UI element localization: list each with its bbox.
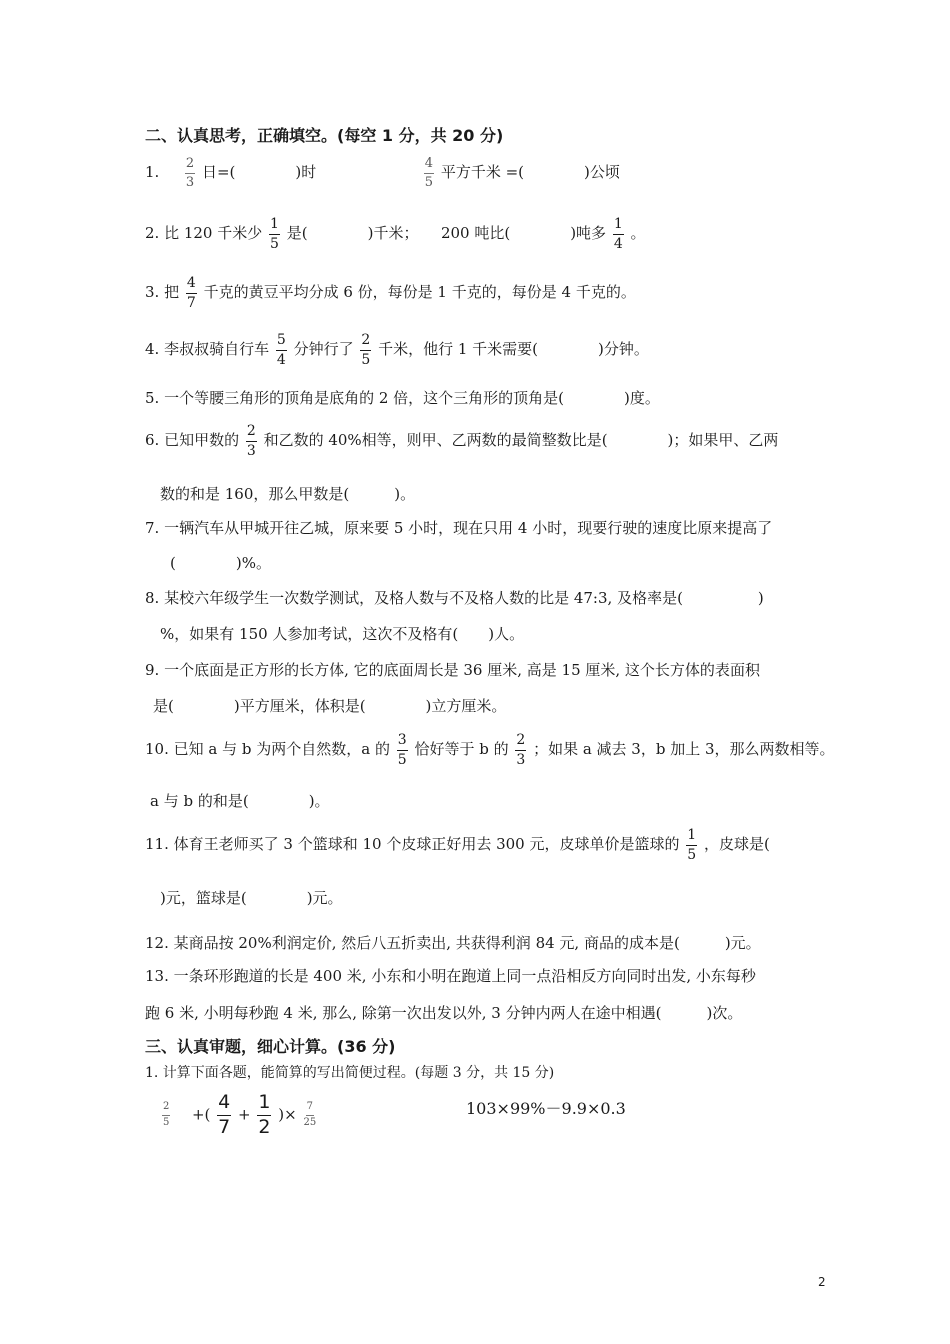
question-10 xyxy=(145,733,835,767)
fraction: $\frac{7}{25}$ xyxy=(303,1101,317,1128)
calc-expression-2: 103×99%－9.9×0.3 xyxy=(466,1099,626,1118)
question-text: 千克的黄豆平均分成 6 份，每份是 1 千克的，每份是 4 千克的。 xyxy=(203,283,636,302)
question-6-continued: 数的和是 160，那么甲数是( )。 xyxy=(160,485,416,503)
operator: + xyxy=(238,1105,251,1124)
operator: )× xyxy=(278,1105,297,1124)
page-number: 2 xyxy=(818,1275,826,1289)
question-7-continued: ( )%。 xyxy=(170,554,271,572)
calc-instructions: 1. 计算下面各题，能简算的写出简便过程。(每题 3 分，共 15 分) xyxy=(145,1065,555,1081)
question-number: 1. xyxy=(145,163,160,182)
fraction: $\frac{2}{3}$ xyxy=(185,156,195,190)
question-2 xyxy=(145,217,646,251)
question-text: 10. 已知 a 与 b 为两个自然数，a 的 xyxy=(145,740,390,759)
calc-expression-1 xyxy=(160,1093,318,1138)
question-9: 9. 一个底面是正方形的长方体, 它的底面周长是 36 厘米, 高是 15 厘米, 这个长方体的表面积 xyxy=(145,661,760,679)
question-text: 日=( )时 xyxy=(201,163,317,182)
question-4 xyxy=(145,333,649,367)
fraction: $\frac{1}{4}$ xyxy=(613,216,623,252)
question-6 xyxy=(145,424,778,458)
question-1 xyxy=(145,157,620,189)
fraction: $\frac{2}{5}$ xyxy=(163,1101,170,1128)
question-text: 和乙数的 40%相等，则甲、乙两数的最简整数比是( )；如果甲、乙两 xyxy=(263,431,779,450)
fraction: $\frac{2}{3}$ xyxy=(516,732,526,768)
fraction: $\frac{5}{4}$ xyxy=(276,332,286,368)
question-text: 平方千米 =( )公顷 xyxy=(440,163,620,182)
question-text: 2. 比 120 千米少 xyxy=(145,224,263,243)
question-text: 4. 李叔叔骑自行车 xyxy=(145,340,270,359)
section-2-heading: 二、认真思考，正确填空。(每空 1 分，共 20 分) xyxy=(145,126,504,145)
question-3 xyxy=(145,276,636,310)
section-3-heading: 三、认真审题，细心计算。(36 分) xyxy=(145,1037,396,1056)
question-12: 12. 某商品按 20%利润定价, 然后八五折卖出, 共获得利润 84 元, 商品的成本是( )元。 xyxy=(145,934,761,952)
fraction: $\frac{1}{2}$ xyxy=(258,1091,271,1138)
fraction: $\frac{2}{3}$ xyxy=(246,423,256,459)
fraction: $\frac{1}{5}$ xyxy=(270,216,279,252)
question-11 xyxy=(145,828,770,862)
question-text: 11. 体育王老师买了 3 个篮球和 10 个皮球正好用去 300 元，皮球单价是篮球的 xyxy=(145,835,680,854)
question-11-continued: )元，篮球是( )元。 xyxy=(160,889,343,907)
question-text: 恰好等于 b 的 xyxy=(414,740,509,759)
fraction: $\frac{4}{7}$ xyxy=(186,275,196,311)
question-text: 分钟行了 xyxy=(293,340,354,359)
question-text: 千米，他行 1 千米需要( )分钟。 xyxy=(378,340,649,359)
question-9-continued: 是( )平方厘米，体积是( )立方厘米。 xyxy=(153,697,507,715)
question-text: 6. 已知甲数的 xyxy=(145,431,240,450)
question-text: 3. 把 xyxy=(145,283,180,302)
question-8-continued: %，如果有 150 人参加考试，这次不及格有( )人。 xyxy=(160,625,525,643)
question-10-continued: a 与 b 的和是( )。 xyxy=(150,792,330,810)
operator: +( xyxy=(191,1105,211,1124)
fraction: $\frac{1}{5}$ xyxy=(687,827,697,863)
question-text: 。 xyxy=(630,224,646,243)
question-5: 5. 一个等腰三角形的顶角是底角的 2 倍，这个三角形的顶角是( )度。 xyxy=(145,389,660,407)
question-13: 13. 一条环形跑道的长是 400 米, 小东和小明在跑道上同一点沿相反方向同时出发, 小东每秒 xyxy=(145,967,756,985)
question-text: ，皮球是( xyxy=(703,835,770,854)
question-8: 8. 某校六年级学生一次数学测试，及格人数与不及格人数的比是 47:3, 及格率是( ) xyxy=(145,589,764,607)
fraction: $\frac{4}{5}$ xyxy=(424,156,434,190)
question-13-continued: 跑 6 米, 小明每秒跑 4 米, 那么, 除第一次出发以外, 3 分钟内两人在途中相遇( )次。 xyxy=(145,1004,743,1022)
fraction: $\frac{2}{5}$ xyxy=(361,332,371,368)
fraction: $\frac{3}{5}$ xyxy=(397,732,407,768)
question-text: 是( )千米； 200 吨比( )吨多 xyxy=(286,224,607,243)
question-7: 7. 一辆汽车从甲城开往乙城，原来要 5 小时，现在只用 4 小时，现要行驶的速度比原来提高了 xyxy=(145,519,773,537)
question-text: ；如果 a 减去 3，b 加上 3，那么两数相等。 xyxy=(533,740,835,759)
fraction: $\frac{4}{7}$ xyxy=(218,1091,231,1138)
